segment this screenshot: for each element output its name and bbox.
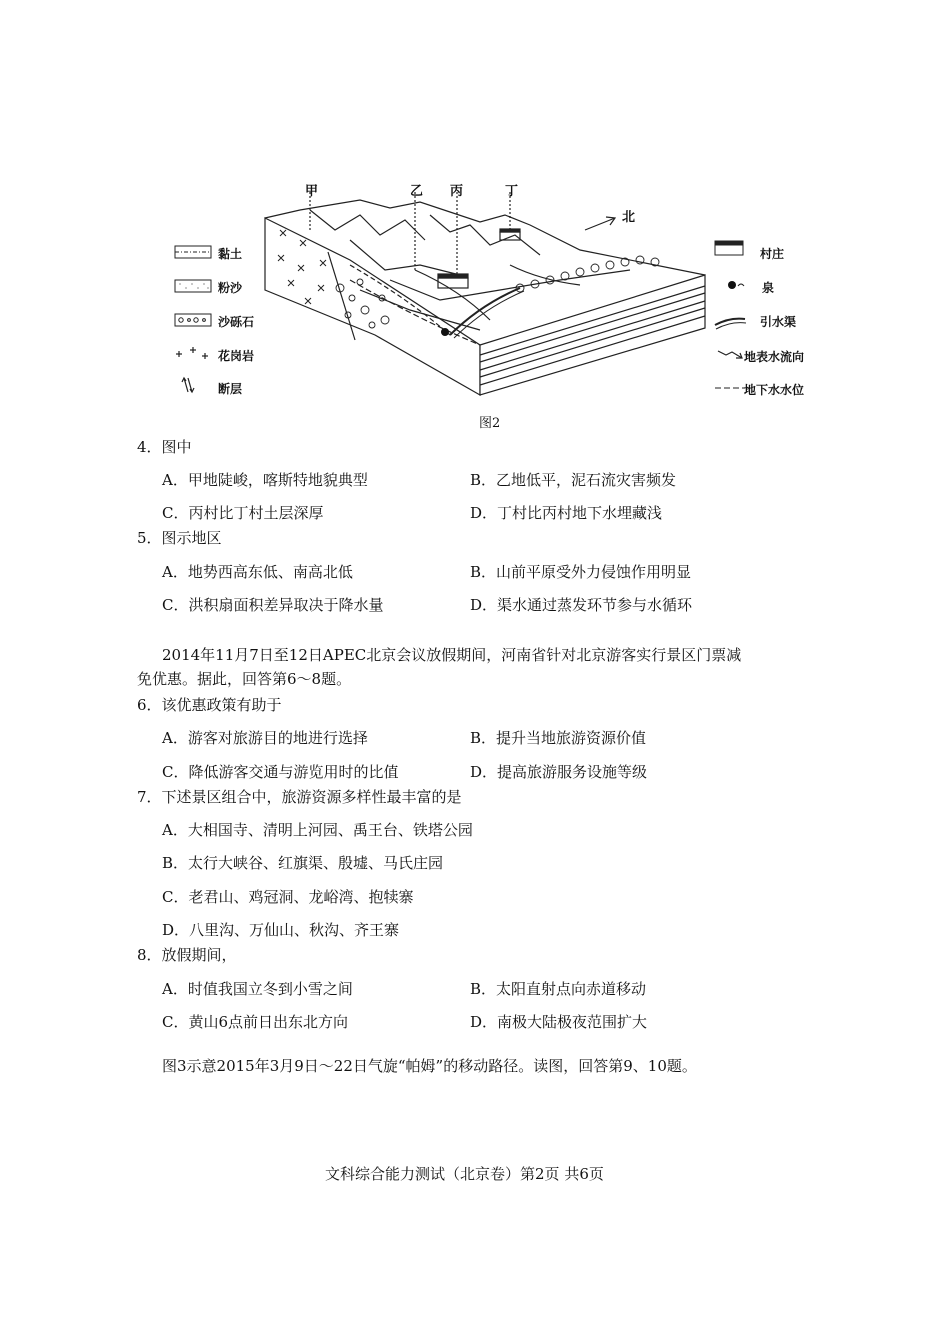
question-7 (137, 786, 462, 807)
q6-option-a[interactable]: A．游客对旅游目的地进行选择 (162, 729, 368, 747)
legend-village-label: 村庄 (760, 247, 785, 261)
q7-option-b[interactable]: B．太行大峡谷、红旗渠、殷墟、马氏庄园 (162, 854, 444, 872)
spring-icon (441, 328, 449, 336)
q5-option-b[interactable]: B．山前平原受外力侵蚀作用明显 (470, 563, 692, 581)
q4-option-d[interactable]: D．丁村比丙村地下水埋藏浅 (470, 504, 663, 522)
q5-option-a[interactable]: A．地势西高东低、南高北低 (162, 563, 353, 581)
legend-village-symbol (715, 241, 743, 255)
legend-spring-label: 泉 (762, 281, 775, 295)
question-number: 8． (137, 946, 162, 964)
legend-canal-symbol (715, 319, 746, 329)
q7-option-d[interactable]: D．八里沟、万仙山、秋沟、齐王寨 (162, 921, 400, 939)
q8-option-a[interactable]: A．时值我国立冬到小雪之间 (162, 980, 353, 998)
q4-option-c[interactable]: C．丙村比丁村土层深厚 (162, 504, 324, 522)
label-yi: 乙 (410, 184, 424, 199)
label-ding: 丁 (505, 184, 519, 199)
legend-fault-label: 断层 (218, 382, 243, 396)
q4-option-b[interactable]: B．乙地低平，泥石流灾害频发 (470, 471, 677, 489)
legend-surface-flow-label: 地表水流向 (744, 350, 805, 364)
question-6 (137, 694, 282, 715)
passage-figure3-intro: 图3示意2015年3月9日～22日气旋“帕姆”的移动路径。读图，回答第9、10题。 (162, 1057, 697, 1075)
q8-option-b[interactable]: B．太阳直射点向赤道移动 (470, 980, 647, 998)
q7-option-a[interactable]: A．大相国寺、清明上河园、禹王台、铁塔公园 (162, 821, 473, 839)
legend-canal-label: 引水渠 (760, 315, 797, 329)
label-bing: 丙 (450, 184, 464, 199)
legend-spring-symbol (728, 281, 744, 289)
q6-option-c[interactable]: C．降低游客交通与游览用时的比值 (162, 763, 399, 781)
page-footer: 文科综合能力测试（北京卷）第2页 共6页 (325, 1165, 604, 1183)
q6-option-b[interactable]: B．提升当地旅游资源价值 (470, 729, 647, 747)
question-number: 5． (137, 529, 162, 547)
question-8 (137, 944, 237, 965)
legend-granite-symbol (176, 347, 208, 359)
legend-silt-label: 粉沙 (218, 281, 243, 295)
question-number: 7． (137, 788, 162, 806)
question-stem: 该优惠政策有助于 (161, 696, 282, 714)
legend-groundwater-label: 地下水水位 (744, 383, 805, 397)
legend-surface-flow-symbol (718, 351, 742, 358)
q8-option-d[interactable]: D．南极大陆极夜范围扩大 (470, 1013, 648, 1031)
geology-block-diagram (160, 170, 800, 410)
q5-option-c[interactable]: C．洪积扇面积差异取决于降水量 (162, 596, 384, 614)
legend-granite-label: 花岗岩 (218, 349, 255, 363)
legend-fault-symbol (182, 378, 194, 392)
q5-option-d[interactable]: D．渠水通过蒸发环节参与水循环 (470, 596, 693, 614)
passage-line-1: 2014年11月7日至12日APEC北京会议放假期间，河南省针对北京游客实行景区门票减 (162, 646, 742, 664)
question-stem: 图中 (161, 438, 192, 456)
q4-option-a[interactable]: A．甲地陡峻，喀斯特地貌典型 (162, 471, 368, 489)
legend-silt-symbol (175, 280, 211, 292)
question-4 (137, 436, 192, 457)
passage-line-2: 免优惠。据此，回答第6～8题。 (137, 670, 352, 688)
legend-clay-symbol (175, 246, 211, 258)
question-stem: 图示地区 (161, 529, 222, 547)
question-stem: 下述景区组合中，旅游资源多样性最丰富的是 (161, 788, 462, 806)
question-number: 4． (137, 438, 162, 456)
q7-option-c[interactable]: C．老君山、鸡冠洞、龙峪湾、抱犊寨 (162, 888, 414, 906)
legend-clay-label: 黏土 (218, 247, 243, 261)
q8-option-c[interactable]: C．黄山6点前日出东北方向 (162, 1013, 349, 1031)
legend-gravel-symbol (175, 314, 211, 326)
question-stem: 放假期间， (161, 946, 237, 964)
question-number: 6． (137, 696, 162, 714)
label-north: 北 (622, 210, 636, 225)
terrain-block (265, 192, 705, 395)
q6-option-d[interactable]: D．提高旅游服务设施等级 (470, 763, 648, 781)
legend-gravel-label: 沙砾石 (218, 315, 255, 329)
question-5 (137, 527, 222, 548)
label-jia: 甲 (305, 184, 319, 199)
figure-caption: 图2 (479, 416, 501, 431)
